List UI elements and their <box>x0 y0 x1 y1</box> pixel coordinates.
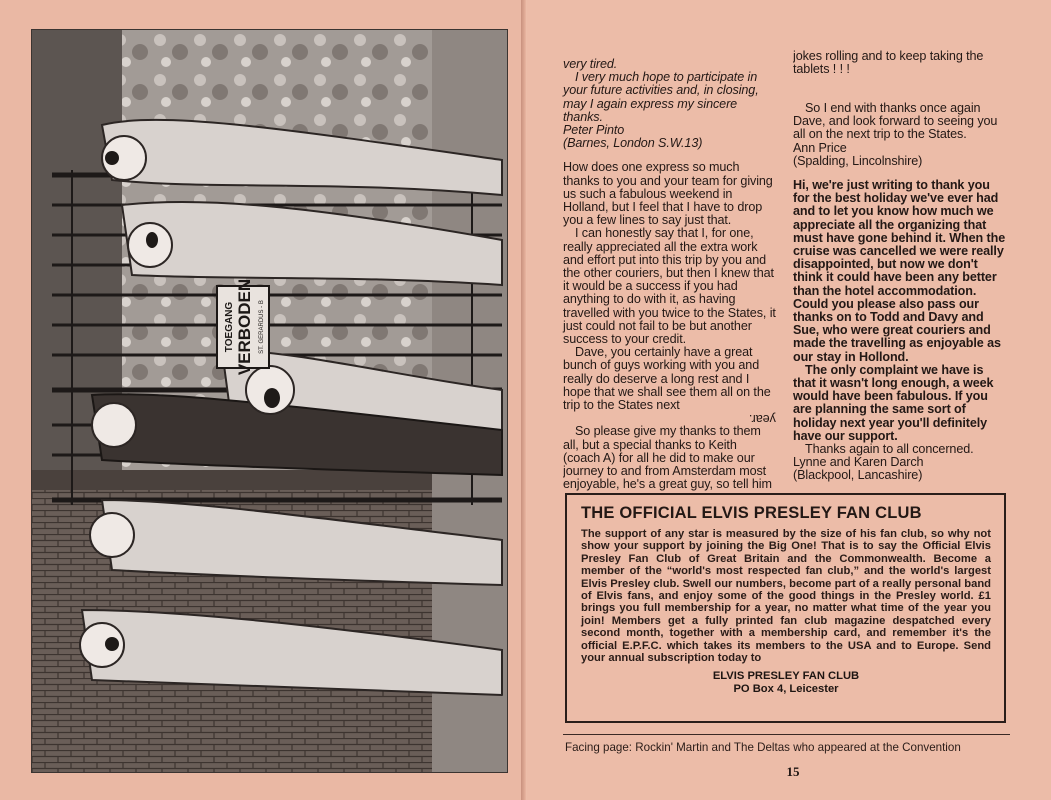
letter-lynne-paragraph-1: Hi, we're just writing to thank you for the best holiday we've ever had and to let you know how much we appreciate all the organizing that must have gone behind it. When the cruise was cancelled we were really disappointed, but now we don't think it could have been any better than the hotel accommodation. Could you please also pass our thanks on to Todd and Davy and Sue, who were great couriers and made the travelling as enjoyable as our stay in Hollond. <box>793 178 1006 364</box>
photo-caption: Facing page: Rockin' Martin and The Deltas who appeared at the Convention <box>565 741 961 754</box>
fan-club-advert <box>565 493 1006 723</box>
letter-ann-paragraph-4-cont <box>793 50 1008 102</box>
letter-ann-paragraph-3: Dave, you certainly have a great bunch of guys working with you and really do deserve a long rest and I hope that we shall see them all on the trip to the States next <box>563 345 771 413</box>
letter-lynne-place: (Blackpool, Lancashire) <box>793 468 923 483</box>
letter-ann-name: Ann Price <box>793 140 847 155</box>
fan-club-title: THE OFFICIAL ELVIS PRESLEY FAN CLUB <box>581 504 922 522</box>
fan-club-address-line-2: PO Box 4, Leicester <box>733 683 839 696</box>
caption-divider <box>563 734 1010 735</box>
letter-ann-year <box>563 412 776 425</box>
letter-peter-line: very tired. <box>563 57 618 71</box>
page-number: 15 <box>786 764 800 779</box>
fan-club-address <box>581 670 991 696</box>
letters-column-left <box>563 58 776 491</box>
letters-column-right <box>793 50 1008 483</box>
band-photo <box>32 30 507 772</box>
letter-lynne-name: Lynne and Karen Darch <box>793 455 924 470</box>
left-page <box>0 0 525 800</box>
letter-ann-paragraph-4-tail: jokes rolling and to keep taking the tablets ! ! ! <box>793 50 984 77</box>
fan-club-address-line-1: ELVIS PRESLEY FAN CLUB <box>712 670 860 683</box>
letter-ann-place: (Spalding, Lincolnshire) <box>793 153 923 168</box>
sign-line-1: TOEGANG <box>224 301 235 353</box>
fan-club-body: The support of any star is measured by the size of his fan club, so why not show your support by joining the Big One! That is to say the Official Elvis Presley Fan Club of Great Britain and the Commonwealth. Become a member of the “world's most respected fan club,” and the world's largest Elvis Presley club. Swell our numbers, become part of a really personal band of Elvis fans, and enjoy some of the good things in the Presley world. £1 brings you full membership for a year, no matter what time of the year you join! Members get a fully printed fan club magazine despatched every second month, together with a membership card, and remember it's the official E.P.F.C. which takes its members to the USA and to Europe. Send your annual subscription today to <box>581 528 991 665</box>
letter-peter-place: (Barnes, London S.W.13) <box>563 136 703 151</box>
letter-peter-name: Peter Pinto <box>563 123 625 138</box>
letter-lynne-paragraph-3: Thanks again to all concerned. <box>805 442 974 457</box>
letter-lynne-paragraph-2: The only complaint we have is that it wasn't long enough, a week would have been fabulous. If you are planning the same sort of holiday next year you'll definitely have our support. <box>793 362 994 443</box>
letter-ann-paragraph-2: I can honestly say that I, for one, really appreciated all the extra work and effort put into this trip by you and the other couriers, but then I knew that it would be a success if you had anything to do with it, as having travelled with you twice to the States, it just could not fail to be but another success to your credit. <box>563 226 776 347</box>
letter-ann-paragraph-4: So please give my thanks to them all, but a special thanks to Keith (coach A) for all he did to make our journey to and from Amsterdam most enjoyable, he's a great guy, so tell him <box>563 425 772 492</box>
letter-ann-paragraph-5: So I end with thanks once again Dave, and look forward to seeing you all on the next trip to the States. <box>793 101 998 142</box>
letter-ann-paragraph-1: How does one express so much thanks to you and your team for giving us such a fabulous weekend in Holland, but I feel that I have to drop you a few lines to say just that. <box>563 160 773 228</box>
letter-ann-year-text: year. <box>749 412 776 427</box>
letter-peter-paragraph: I very much hope to participate in your future activities and, in closing, may I again express my sincere thanks. <box>563 70 759 124</box>
sign-line-2: VERBODEN <box>235 278 254 376</box>
sign-line-3: ST. GERARDUS - B <box>259 300 265 354</box>
